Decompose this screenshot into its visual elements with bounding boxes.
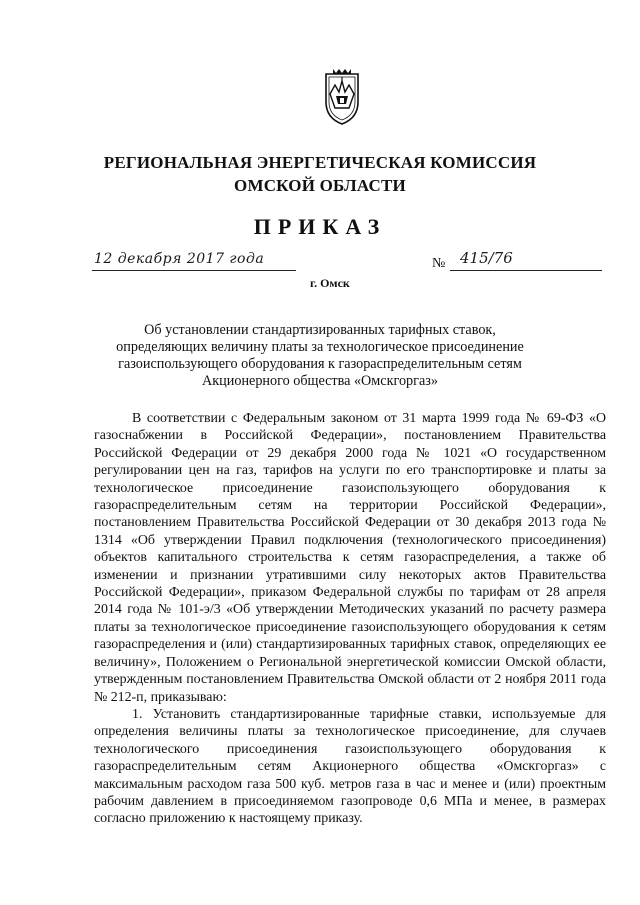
document-body [94, 410, 606, 828]
preamble-paragraph: В соответствии с Федеральным законом от 31 марта 1999 года № 69-ФЗ «О газоснабжении в Российской Федерации», постановлением Правительства Российской Федерации от 29 декабря 2000 года № 1021 «О государственном регулировании цен на газ, тарифов на услуги по его транспортировке и платы за технологическое присоединение газоиспользующего оборудования к газораспределительным сетям на территории Российской Федерации», постановлением Правительства Российской Федерации от 30 декабря 2013 года № 1314 «Об утверждении Правил подключения (технологического присоединения) объектов капитального строительства к сетям газораспределения, а также об изменении и признании утратившими силу некоторых актов Правительства Российской Федерации», приказом Федеральной службы по тарифам от 28 апреля 2014 года № 101-э/3 «Об утверждении Методических указаний по расчету размера платы за технологическое присоединение газоиспользующего оборудования к сетям газораспределения и (или) стандартизированных тарифных ставок, определяющих ее величину», Положением о Региональной энергетической комиссии Омской области, утвержденным постановлением Правительства Омской области от 2 ноября 2011 года № 212-п, приказываю: [94, 411, 606, 705]
city-name: г. Омск [310, 276, 350, 290]
title-line: определяющих величину платы за технологическое присоединение [116, 339, 524, 355]
handwritten-date: 12 декабря 2017 года [94, 251, 265, 267]
date-underline [92, 270, 296, 271]
title-line: Об установлении стандартизированных тарифных ставок, [144, 322, 496, 338]
organization-name-line1: РЕГИОНАЛЬНАЯ ЭНЕРГЕТИЧЕСКАЯ КОМИССИЯ [103, 153, 537, 172]
organization-name-line2: ОМСКОЙ ОБЛАСТИ [234, 176, 406, 195]
number-label: № [432, 256, 446, 271]
document-type: ПРИКАЗ [253, 214, 387, 239]
omsk-coat-of-arms-icon [322, 68, 362, 126]
handwritten-number: 415/76 [460, 249, 513, 267]
document-title [80, 322, 560, 390]
title-line: газоиспользующего оборудования к газораспределительным сетям [118, 356, 522, 372]
title-line: Акционерного общества «Омскгоргаз» [202, 373, 438, 389]
number-underline [450, 270, 602, 271]
order-item-1: 1. Установить стандартизированные тарифные ставки, используемые для определения величины платы за технологическое присоединение, для случаев технологического присоединения газоиспользующего оборудования к газораспределительным сетям Акционерного общества «Омскгоргаз» с максимальным расходом газа 500 куб. метров газа в час и менее и (или) проектным рабочим давлением в присоединяемом газопроводе 0,6 МПа и менее, в размерах согласно приложению к настоящему приказу. [94, 706, 606, 827]
